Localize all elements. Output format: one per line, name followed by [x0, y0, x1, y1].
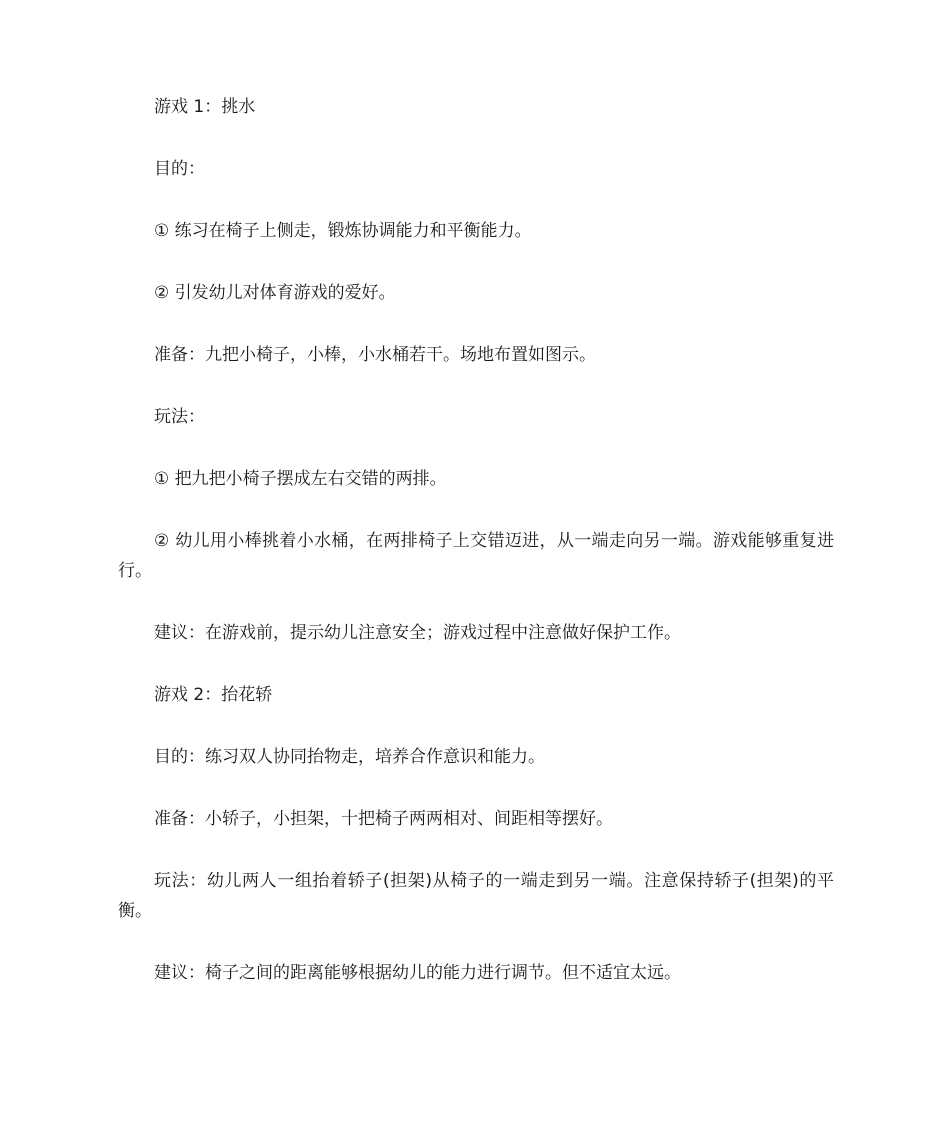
- document-body: [118, 92, 834, 1020]
- game1-title: 游戏 1：挑水: [154, 97, 256, 117]
- game1-suggestion: 建议：在游戏前，提示幼儿注意安全；游戏过程中注意做好保护工作。: [154, 623, 681, 643]
- game1-preparation: 准备：九把小椅子，小棒，小水桶若干。场地布置如图示。: [154, 345, 596, 365]
- game2-title: 游戏 2：抬花轿: [154, 685, 273, 705]
- game1-purpose-item-2: ② 引发幼儿对体育游戏的爱好。: [154, 283, 396, 303]
- game1-rules-item-1: ① 把九把小椅子摆成左右交错的两排。: [154, 469, 447, 489]
- game2-preparation: 准备：小轿子，小担架，十把椅子两两相对、间距相等摆好。: [154, 809, 613, 829]
- game1-rules-item-2: ② 幼儿用小棒挑着小水桶，在两排椅子上交错迈进，从一端走向另一端。游戏能够重复进行。: [118, 531, 834, 581]
- game1-purpose-heading: 目的：: [154, 159, 205, 179]
- game2-purpose: 目的：练习双人协同抬物走，培养合作意识和能力。: [154, 747, 545, 767]
- game1-rules-heading: 玩法：: [154, 407, 205, 427]
- game1-purpose-item-1: ① 练习在椅子上侧走，锻炼协调能力和平衡能力。: [154, 221, 532, 241]
- game2-rules: 玩法：幼儿两人一组抬着轿子(担架)从椅子的一端走到另一端。注意保持轿子(担架)的平衡。: [118, 871, 834, 921]
- game2-suggestion: 建议：椅子之间的距离能够根据幼儿的能力进行调节。但不适宜太远。: [154, 963, 681, 983]
